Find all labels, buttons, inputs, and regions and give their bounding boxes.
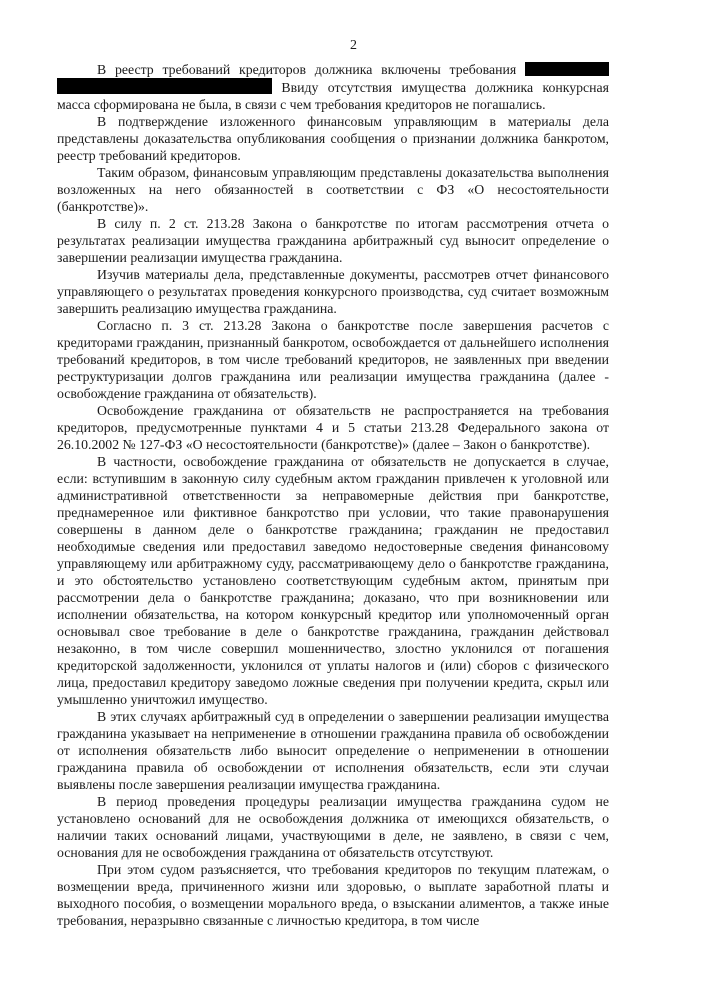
paragraph: Таким образом, финансовым управляющим представлены доказательства выполнения возложенных на него обязанностей в соответствии с ФЗ «О несостоятельности (банкротстве)». [57, 165, 609, 214]
paragraph: При этом судом разъясняется, что требования кредиторов по текущим платежам, о возмещении вреда, причиненного жизни или здоровью, о выплате заработной платы и выходного пособия, о возмещении морального вреда, о взыскании алиментов, а также иные требования, неразрывно связанные с личностью кредитора, в том числе [57, 862, 609, 928]
page-number: 2 [350, 38, 357, 53]
paragraph: В подтверждение изложенного финансовым управляющим в материалы дела представлены доказательства опубликования сообщения о признании должника банкротом, реестр требований кредиторов. [57, 114, 609, 163]
document-body [57, 61, 609, 929]
redaction-bar-1 [525, 62, 609, 76]
paragraph-text-after-redaction: Ввиду отсутствия имущества должника конкурсная масса сформирована не была, в связи с чем требования кредиторов не погашались. [57, 80, 610, 112]
paragraph: В этих случаях арбитражный суд в определении о завершении реализации имущества гражданина указывает на неприменение в отношении гражданина правила об освобождении от исполнения обязательств либо выносит определение о неприменении в отношении гражданина правила об освобождении от исполнения обязательств, если эти случаи выявлены после завершения реализации имущества гражданина. [57, 709, 609, 792]
paragraph: В частности, освобождение гражданина от обязательств не допускается в случае, если: вступившим в законную силу судебным актом гражданин привлечен к уголовной или административной ответственности за неправомерные действия при банкротстве, преднамеренное или фиктивное банкротство при условии, что такие правонарушения совершены в данном деле о банкротстве гражданина; гражданин не предоставил необходимые сведения или предоставил заведомо недостоверные сведения финансовому управляющему или арбитражному суду, рассматривающему дело о банкротстве гражданина, и это обстоятельство установлено соответствующим судебным актом, принятым при рассмотрении дела о банкротстве гражданина; доказано, что при возникновении или исполнении обязательства, на котором конкурсный кредитор или уполномоченный орган основывал свое требование в деле о банкротстве гражданина, гражданин действовал незаконно, в том числе совершил мошенничество, злостно уклонился от погашения кредиторской задолженности, уклонился от уплаты налогов и (или) сборов с физического лица, предоставил кредитору заведомо ложные сведения при получении кредита, скрыл или умышленно уничтожил имущество. [57, 454, 609, 707]
paragraph: Освобождение гражданина от обязательств не распространяется на требования кредиторов, предусмотренные пунктами 4 и 5 статьи 213.28 Федерального закона от 26.10.2002 № 127-ФЗ «О несостоятельности (банкротстве)» (далее – Закон о банкротстве). [57, 403, 609, 452]
paragraph-with-redactions [57, 61, 609, 113]
paragraph: Согласно п. 3 ст. 213.28 Закона о банкротстве после завершения расчетов с кредиторами гражданин, признанный банкротом, освобождается от дальнейшего исполнения требований кредиторов, в том числе требований кредиторов, не заявленных при введении реструктуризации долгов гражданина или реализации имущества гражданина (далее - освобождение гражданина от обязательств). [57, 318, 609, 401]
paragraph: В период проведения процедуры реализации имущества гражданина судом не установлено оснований для не освобождения должника от имеющихся обязательств, о наличии таких оснований лицами, участвующими в деле, не заявлено, в связи с чем, основания для не освобождения гражданина от обязательств отсутствуют. [57, 794, 609, 860]
paragraph: В силу п. 2 ст. 213.28 Закона о банкротстве по итогам рассмотрения отчета о результатах реализации имущества гражданина арбитражный суд выносит определение о завершении реализации имущества гражданина. [57, 216, 609, 265]
paragraph: Изучив материалы дела, представленные документы, рассмотрев отчет финансового управляющего о результатах проведения конкурсного производства, суд считает возможным завершить реализацию имущества гражданина. [57, 267, 609, 316]
paragraph-text-before-redaction: В реестр требований кредиторов должника включены требования [97, 62, 517, 77]
redaction-bar-2 [57, 78, 272, 94]
